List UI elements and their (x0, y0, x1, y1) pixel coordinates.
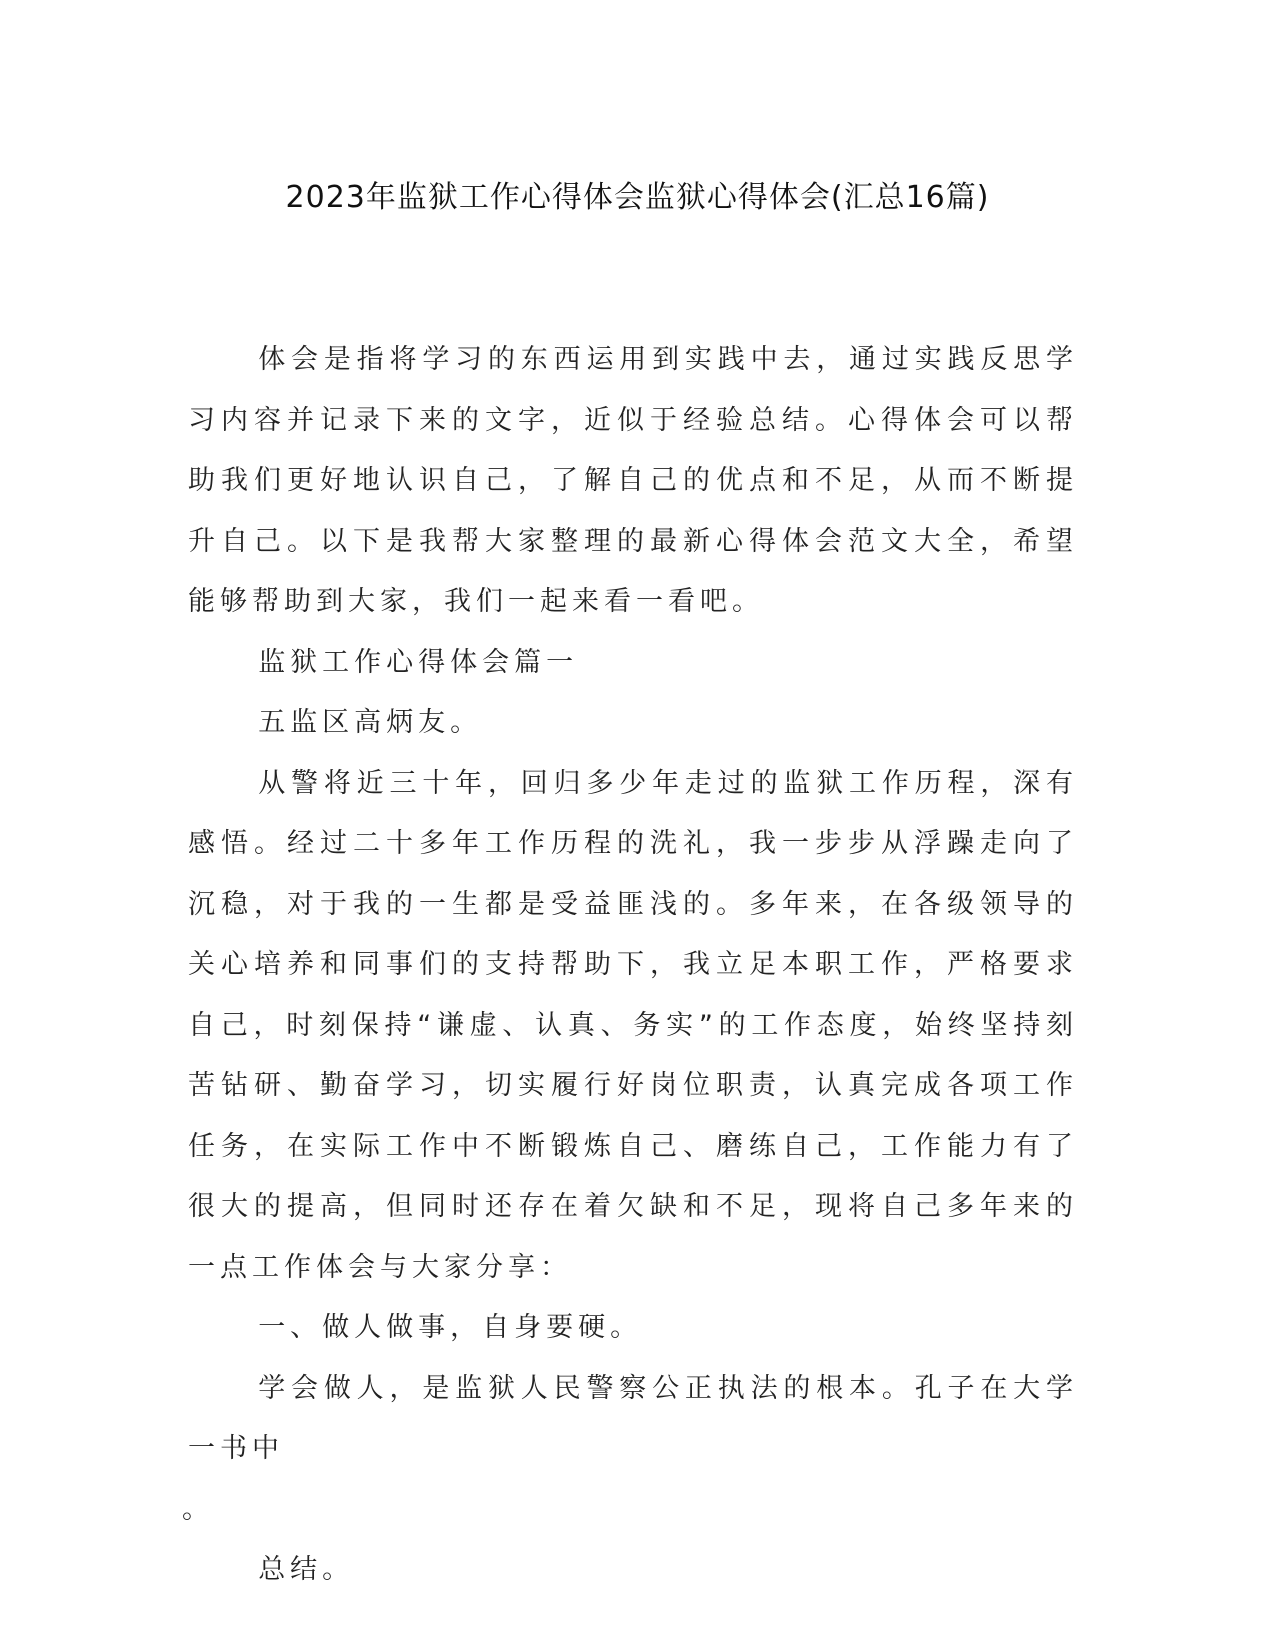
intro-paragraph: 体会是指将学习的东西运用到实践中去，通过实践反思学习内容并记录下来的文字，近似于经验总结。心得体会可以帮助我们更好地认识自己，了解自己的优点和不足，从而不断提升自己。以下是我帮大家整理的最新心得体会范文大全，希望能够帮助到大家，我们一起来看一看吧。 (188, 344, 1078, 617)
author-line: 五监区高炳友。 (258, 707, 483, 738)
subheading: 一、做人做事，自身要硬。 (258, 1312, 643, 1343)
document-title: 2023年监狱工作心得体会监狱心得体会(汇总16篇) (285, 180, 990, 215)
document-body (182, 330, 1078, 1601)
body-paragraph: 学会做人，是监狱人民警察公正执法的根本。孔子在大学一书中 (188, 1372, 1078, 1464)
body-paragraph: 从警将近三十年，回归多少年走过的监狱工作历程，深有感悟。经过二十多年工作历程的洗礼，我一步步从浮躁走向了沉稳，对于我的一生都是受益匪浅的。多年来，在各级领导的关心培养和同事们的支持帮助下，我立足本职工作，严格要求自己，时刻保持“谦虚、认真、务实”的工作态度，始终坚持刻苦钻研、勤奋学习，切实履行好岗位职责，认真完成各项工作任务，在实际工作中不断锻炼自己、磨练自己，工作能力有了很大的提高，但同时还存在着欠缺和不足，现将自己多年来的一点工作体会与大家分享： (188, 767, 1078, 1283)
section-heading: 监狱工作心得体会篇一 (258, 646, 579, 678)
punctuation-line: 。 (182, 1493, 214, 1525)
summary-line: 总结。 (258, 1554, 355, 1585)
